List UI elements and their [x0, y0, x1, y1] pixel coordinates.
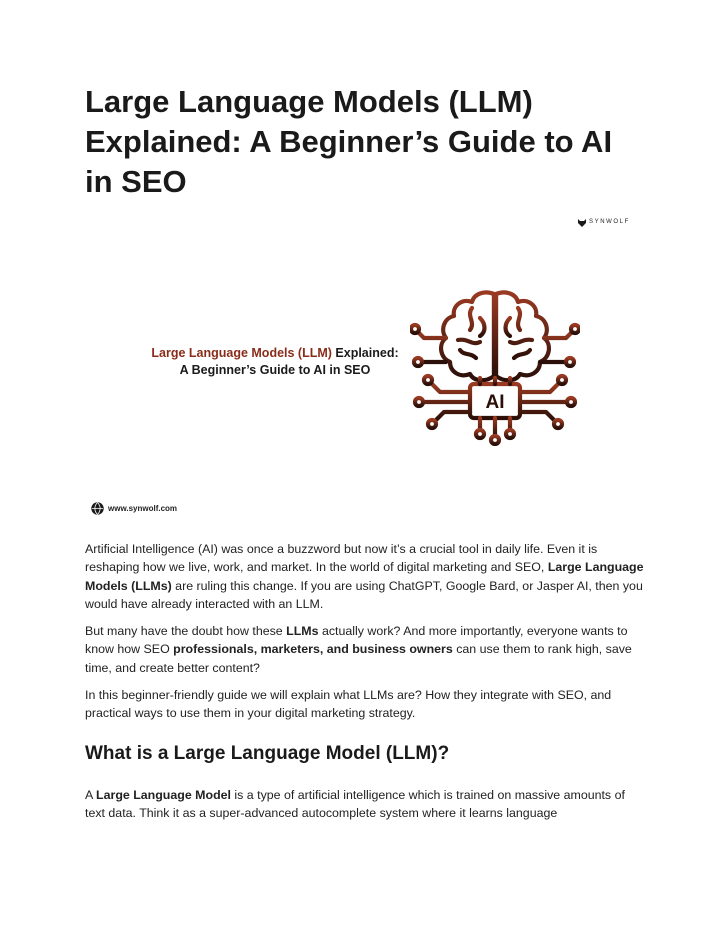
brand-name: SYNWOLF [589, 219, 630, 225]
chip-label: AI [485, 392, 505, 413]
definition-paragraph [85, 786, 645, 823]
p1-text-a: Artificial Intelligence (AI) was once a buzzword but now it’s a crucial tool in daily life. Even it is reshaping how we live, work, and market. In the world of digital marketing and SEO, [85, 542, 598, 575]
title-line-1: Large Language Models (LLM) [85, 84, 533, 119]
p4-bold-term: Large Language Model [96, 788, 231, 802]
banner-heading-accent: Large Language Models (LLM) [151, 346, 332, 360]
p1-text-c: are ruling this change. If you are using ChatGPT, Google Bard, or Jasper AI, then you would have already interacted with an LLM. [85, 578, 643, 611]
brand-logo [577, 218, 637, 232]
page-title [85, 82, 665, 202]
p2-bold-audience: professionals, marketers, and business owners [173, 642, 453, 657]
section-heading: What is a Large Language Model (LLM)? [85, 743, 450, 764]
third-paragraph: In this beginner-friendly guide we will explain what LLMs are? How they integrate with SEO, and practical ways to use them in your digital marketing strategy. [85, 688, 612, 721]
banner-heading-rest: Explained: [331, 346, 399, 360]
banner-heading-line2: A Beginner’s Guide to AI in SEO [179, 363, 371, 377]
intro-paragraph [85, 540, 645, 613]
p2-text-a: But many have the doubt how these [85, 624, 287, 638]
website-url: www.synwolf.com [108, 504, 178, 513]
p4-text-c: is a type of artificial intelligence which is trained on massive amounts of text data. Think it as a super-advanced autocomplete system where it learns language [85, 788, 625, 821]
banner-heading [130, 345, 420, 379]
p4-text-a: A [85, 788, 97, 802]
p2-text-c: actually work? And more importantly, everyone wants to know how SEO [85, 624, 628, 657]
title-line-2: Explained: A Beginner’s Guide to AI [85, 124, 613, 159]
p2-bold-llms: LLMs [286, 624, 319, 638]
wolf-icon [577, 218, 587, 228]
brain-ai-icon [410, 288, 580, 446]
p2-text-e: can use them to rank high, save time, and create better content? [85, 642, 632, 675]
second-paragraph [85, 622, 645, 677]
hero-banner-image [85, 210, 635, 530]
title-line-3: in SEO [85, 164, 187, 199]
p1-bold-term: Large Language Models (LLMs) [85, 560, 644, 593]
globe-icon [91, 502, 104, 515]
